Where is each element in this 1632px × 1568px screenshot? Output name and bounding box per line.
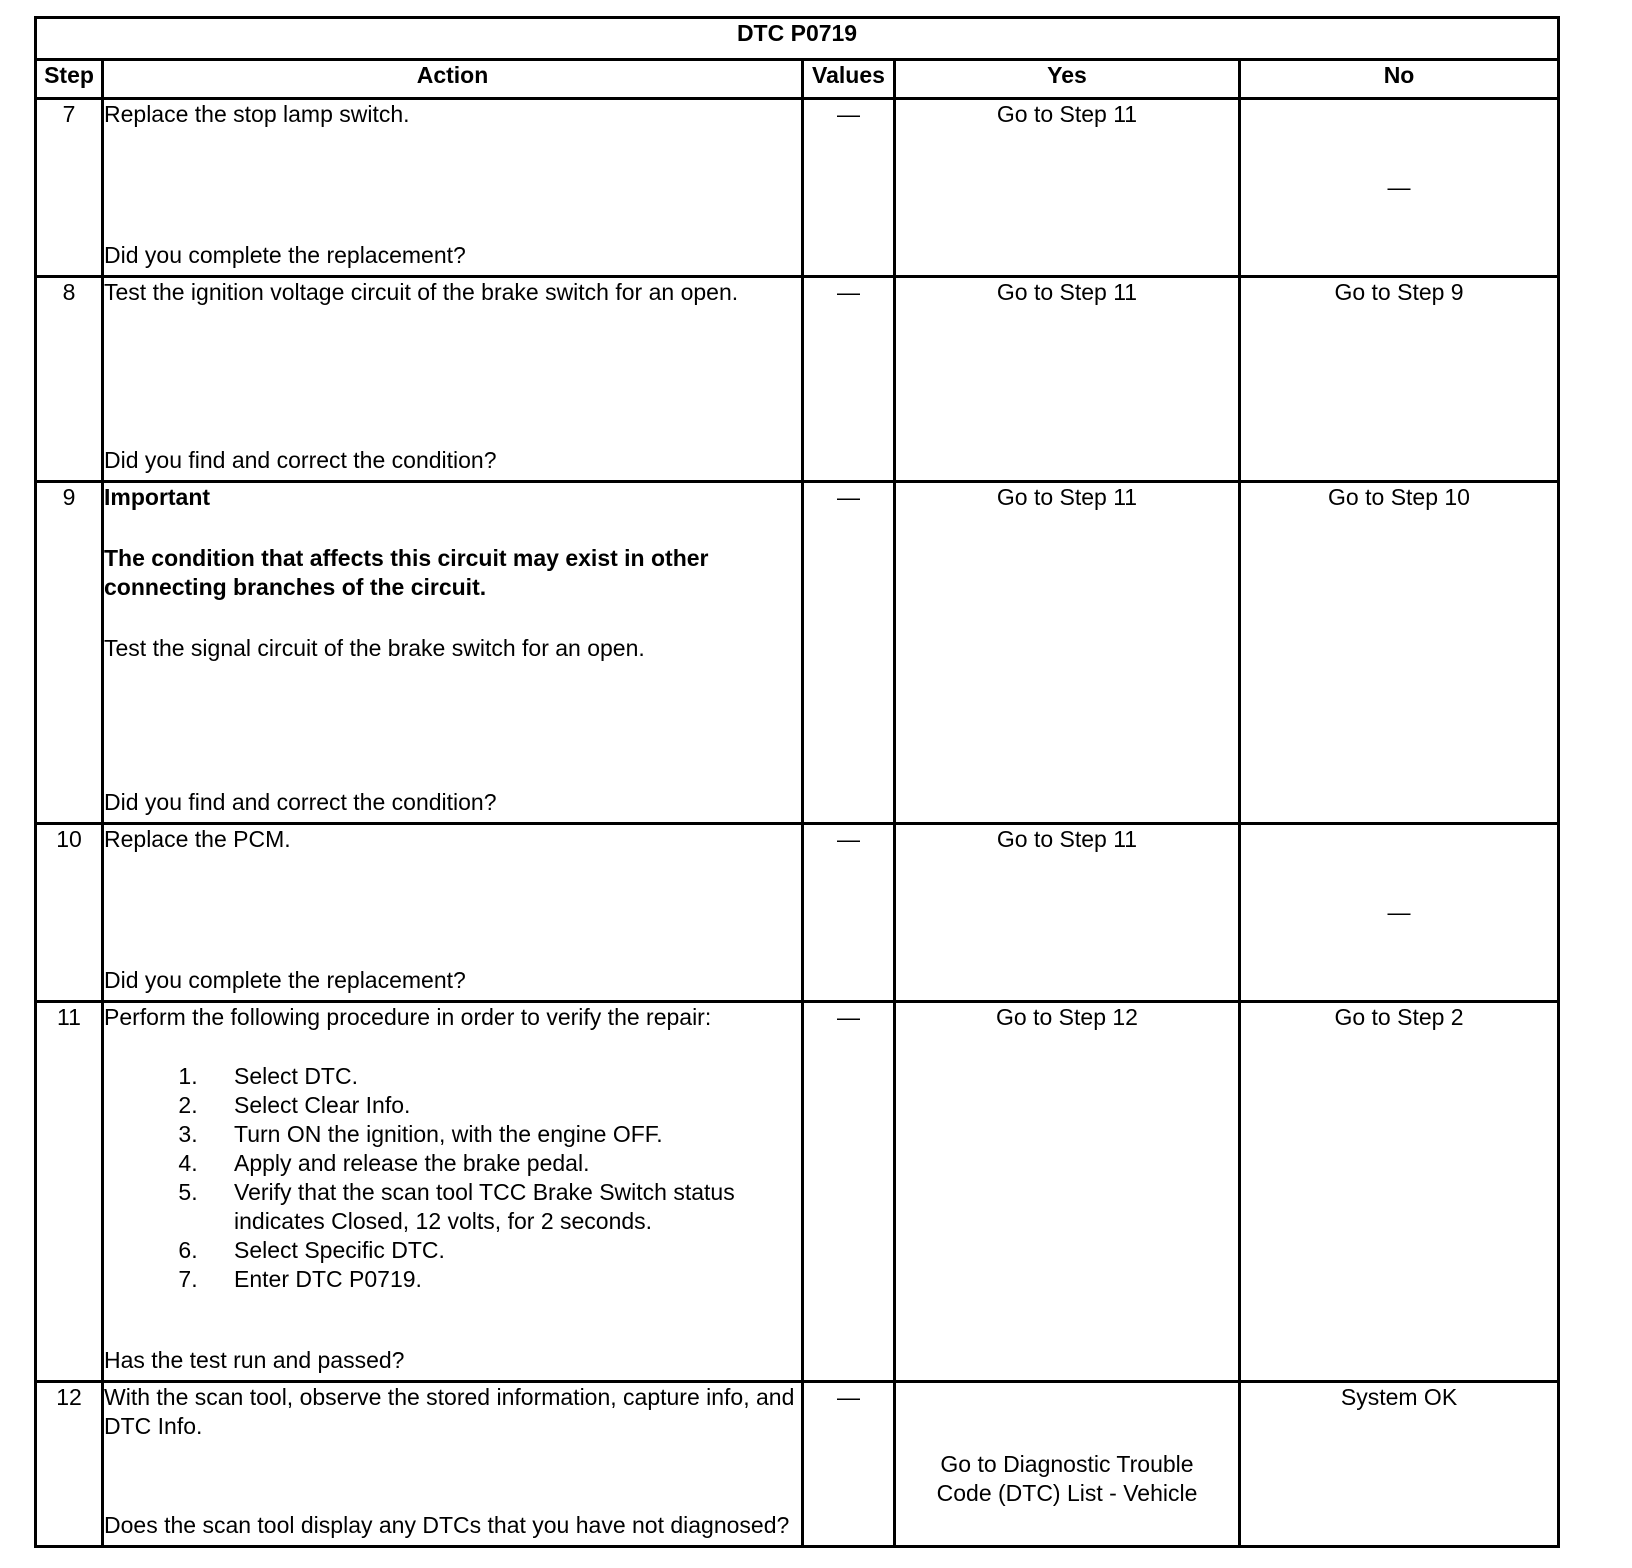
action-text: Replace the stop lamp switch. [104,101,410,127]
no-cell: — [1240,824,1559,1002]
step-number: 9 [36,482,103,824]
yes-link[interactable]: Go to Step 12 [895,1002,1240,1382]
no-cell: System OK [1240,1382,1559,1547]
no-cell: — [1240,99,1559,277]
values-cell: — [803,99,895,277]
header-values: Values [803,60,895,99]
action-question: Did you find and correct the condition? [104,789,497,815]
table-row [36,824,1559,1002]
yes-link[interactable]: Go to Step 11 [895,824,1240,1002]
important-label: Important [104,484,211,510]
title-row [36,18,1559,60]
values-cell: — [803,1382,895,1547]
table-row [36,1382,1559,1547]
values-cell: — [803,482,895,824]
table-row [36,99,1559,277]
no-link[interactable]: Go to Step 2 [1240,1002,1559,1382]
action-question: Did you find and correct the condition? [104,447,497,473]
list-item: 5. Verify that the scan tool TCC Brake Switch status indicates Closed, 12 volts, for 2 seconds. [204,1178,801,1236]
list-item: 7. Enter DTC P0719. [204,1265,801,1294]
step-number: 7 [36,99,103,277]
action-cell [103,1382,803,1547]
action-text: Perform the following procedure in order to verify the repair: [104,1004,712,1030]
action-cell [103,824,803,1002]
header-row [36,60,1559,99]
action-text: Test the ignition voltage circuit of the brake switch for an open. [104,279,739,305]
action-cell [103,1002,803,1382]
list-item: 1. Select DTC. [204,1062,801,1091]
header-no: No [1240,60,1559,99]
list-item: 4. Apply and release the brake pedal. [204,1149,801,1178]
step-number: 8 [36,277,103,482]
table-row [36,277,1559,482]
yes-link[interactable]: Go to Step 11 [895,482,1240,824]
yes-link[interactable]: Go to Diagnostic Trouble Code (DTC) List - Vehicle [895,1382,1240,1547]
yes-link[interactable]: Go to Step 11 [895,99,1240,277]
header-yes: Yes [895,60,1240,99]
action-question: Does the scan tool display any DTCs that you have not diagnosed? [104,1512,790,1538]
header-step: Step [36,60,103,99]
action-text: Test the signal circuit of the brake switch for an open. [104,635,645,661]
header-action: Action [103,60,803,99]
important-text: The condition that affects this circuit may exist in other connecting branches of the circuit. [104,545,709,600]
step-number: 12 [36,1382,103,1547]
yes-link[interactable]: Go to Step 11 [895,277,1240,482]
action-text: Replace the PCM. [104,826,291,852]
step-number: 10 [36,824,103,1002]
table-row [36,1002,1559,1382]
action-question: Did you complete the replacement? [104,967,466,993]
diagnostic-table [34,16,1560,1548]
step-number: 11 [36,1002,103,1382]
table-title: DTC P0719 [36,18,1559,60]
values-cell: — [803,277,895,482]
action-question: Did you complete the replacement? [104,242,466,268]
values-cell: — [803,824,895,1002]
values-cell: — [803,1002,895,1382]
no-link[interactable]: Go to Step 9 [1240,277,1559,482]
list-item: 2. Select Clear Info. [204,1091,801,1120]
action-cell [103,482,803,824]
action-cell [103,99,803,277]
action-text: With the scan tool, observe the stored information, capture info, and DTC Info. [104,1384,795,1439]
procedure-list [104,1062,801,1294]
action-question: Has the test run and passed? [104,1347,405,1373]
list-item: 3. Turn ON the ignition, with the engine OFF. [204,1120,801,1149]
no-link[interactable]: Go to Step 10 [1240,482,1559,824]
table-row [36,482,1559,824]
action-cell [103,277,803,482]
list-item: 6. Select Specific DTC. [204,1236,801,1265]
